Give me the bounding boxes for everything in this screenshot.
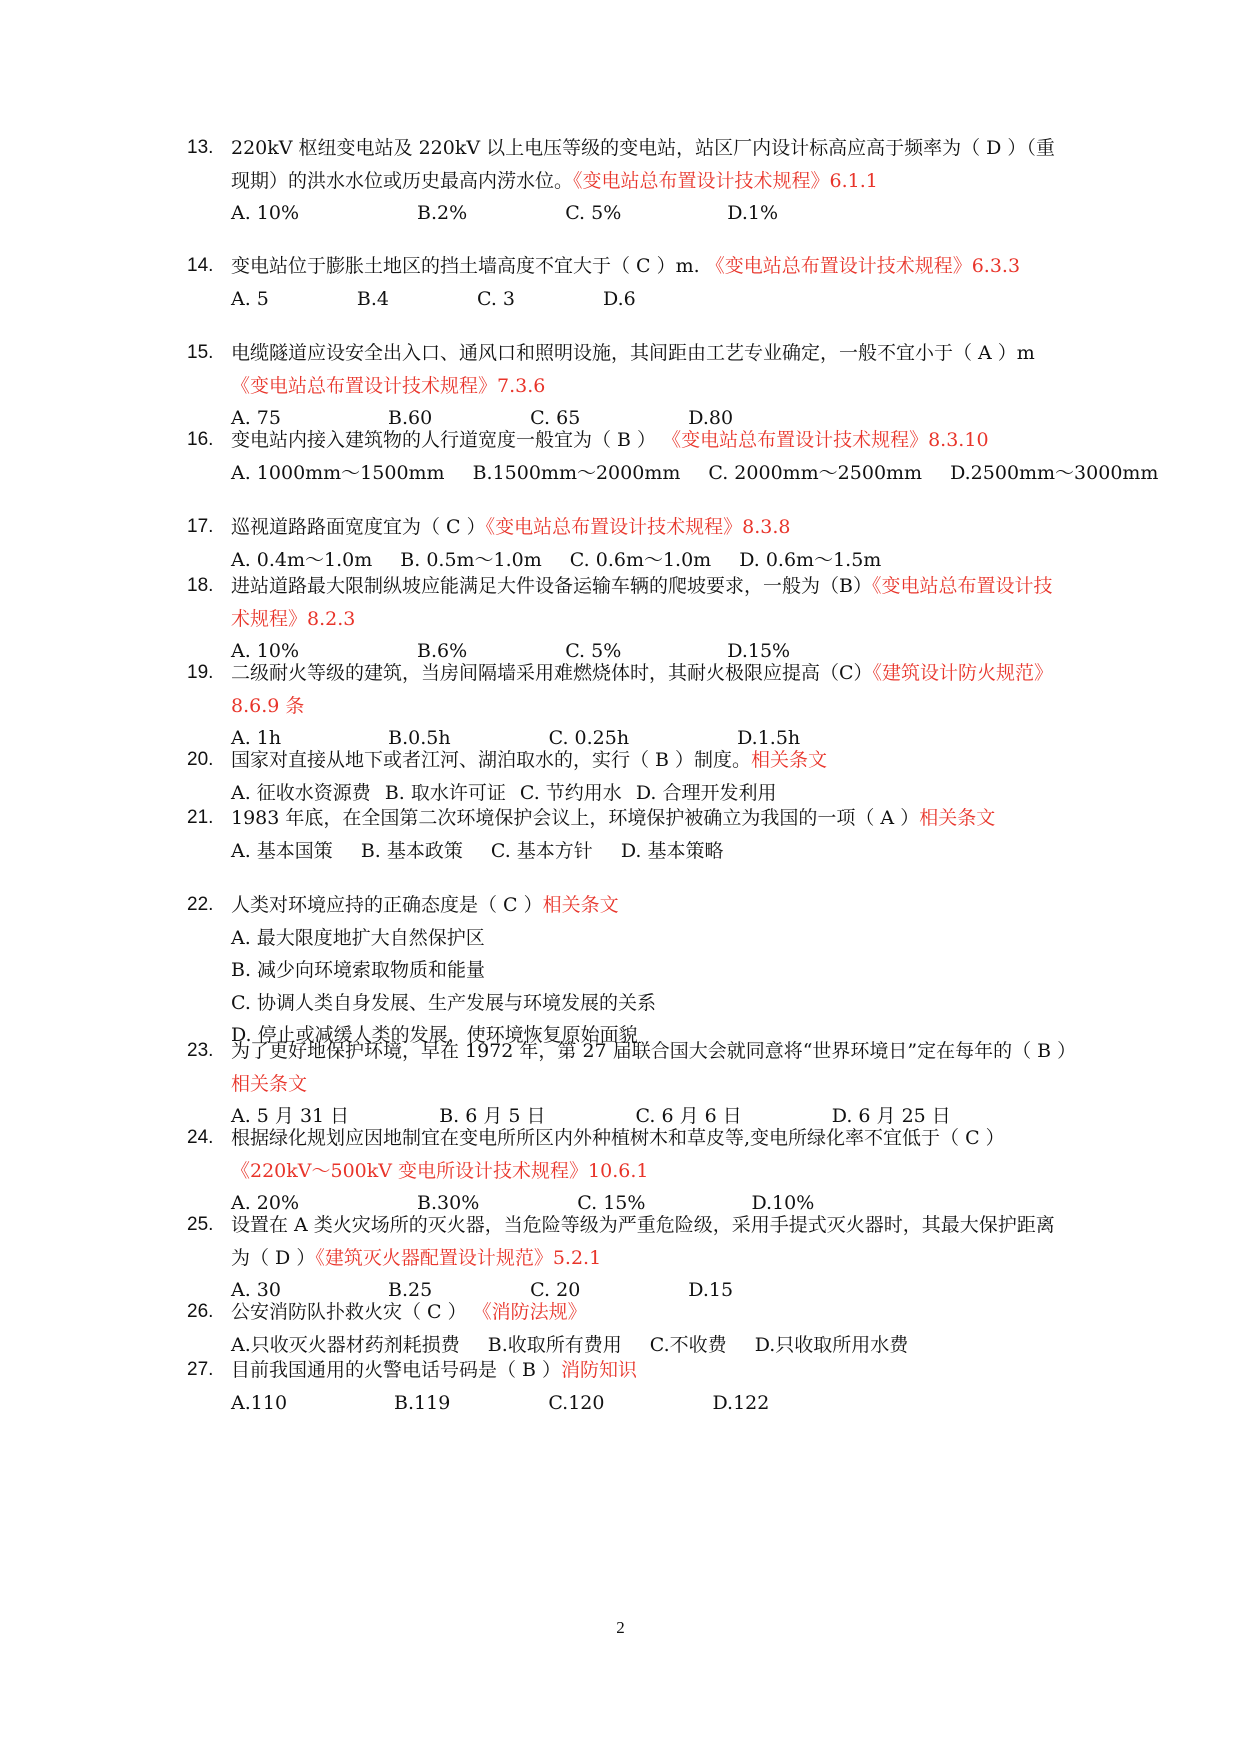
question-number: 25. — [187, 1214, 214, 1235]
question-number: 21. — [187, 807, 214, 828]
answer-option: A.只收灭火器材药剂耗损费 — [231, 1333, 460, 1356]
answer-option: A. 5 — [231, 287, 269, 310]
answer-option: B. 6 月 5 日 — [439, 1105, 546, 1127]
question-stem: 国家对直接从地下或者江河、湖泊取水的，实行（ B ）制度。 — [231, 749, 752, 771]
answer-option: D. 6 月 25 日 — [831, 1105, 951, 1127]
answer-option: A. 1h — [231, 727, 282, 749]
answer-option: C. 20 — [530, 1279, 581, 1301]
answer-option: C. 0.6m～1.0m — [569, 548, 712, 571]
answer-option: B. 基本政策 — [360, 839, 463, 862]
answer-option: D. 基本策略 — [620, 839, 724, 862]
question-15 — [187, 337, 1067, 435]
question-number: 23. — [187, 1040, 214, 1061]
answer-option: C. 65 — [530, 407, 581, 429]
reference-citation: 相关条文 — [542, 894, 619, 916]
question-stem: 进站道路最大限制纵坡应能满足大件设备运输车辆的爬坡要求，一般为（B） — [231, 575, 872, 597]
answer-option: B.0.5h — [388, 727, 451, 749]
answer-option: D.80 — [688, 407, 734, 429]
reference-citation: 《变电站总布置设计技术规程》8.3.8 — [485, 516, 791, 538]
answer-option: C. 2000mm～2500mm — [708, 461, 923, 484]
answer-option: A. 10% — [231, 202, 300, 224]
answer-option: A. 基本国策 — [231, 839, 333, 862]
reference-citation: 消防知识 — [561, 1359, 638, 1381]
answer-option: B. 减少向环境索取物质和能量 — [231, 959, 486, 981]
question-21 — [187, 802, 1067, 867]
question-text — [231, 424, 1067, 457]
reference-citation: 《变电站总布置设计技术规程》6.1.1 — [573, 169, 878, 192]
question-number: 14. — [187, 255, 214, 276]
question-stem: 二级耐火等级的建筑，当房间隔墙采用难燃烧体时，其耐火极限应提高（C） — [231, 662, 873, 684]
answer-option: A. 30 — [231, 1279, 281, 1301]
answer-option: B.30% — [417, 1192, 480, 1214]
question-17 — [187, 511, 1067, 576]
question-number: 19. — [187, 662, 214, 683]
answer-option: C. 5% — [565, 202, 622, 224]
question-stem: 目前我国通用的火警电话号码是（ B ） — [231, 1359, 562, 1381]
answer-options — [231, 835, 1067, 868]
question-16 — [187, 424, 1159, 489]
reference-citation: 《建筑灭火器配置设计规范》5.2.1 — [315, 1246, 602, 1269]
question-number: 13. — [187, 137, 214, 158]
answer-option: C. 15% — [577, 1192, 646, 1214]
question-text — [231, 1354, 1067, 1387]
answer-option: A. 5 月 31 日 — [231, 1105, 350, 1127]
question-text — [231, 657, 1067, 722]
question-13 — [187, 132, 1067, 230]
question-26 — [187, 1296, 1067, 1361]
answer-option: A. 10% — [231, 640, 300, 662]
question-number: 18. — [187, 575, 214, 596]
answer-option: A.110 — [231, 1391, 288, 1414]
answer-option: C. 节约用水 — [519, 781, 622, 804]
question-stem: 设置在 A 类火灾场所的灭火器，当危险等级为严重危险级，采用手提式灭火器时，其最大保护距离为（ D ） — [231, 1214, 1055, 1269]
answer-option: A. 0.4m～1.0m — [231, 548, 373, 571]
question-stem: 为了更好地保护环境，早在 1972 年，第 27 届联合国大会就同意将“世界环境日”定在每年的（ B ） — [231, 1040, 1077, 1062]
question-text — [231, 570, 1067, 635]
answer-options — [231, 197, 1067, 230]
answer-option: B. 0.5m～1.0m — [400, 548, 542, 571]
question-19 — [187, 657, 1067, 755]
question-text — [231, 744, 1067, 777]
reference-citation: 《220kV～500kV 变电所设计技术规程》10.6.1 — [231, 1159, 649, 1182]
question-number: 22. — [187, 894, 214, 915]
answer-option: A. 75 — [231, 407, 281, 429]
question-text — [231, 802, 1067, 835]
answer-option: D.6 — [603, 287, 636, 310]
question-22 — [187, 889, 1067, 1052]
reference-citation: 《变电站总布置设计技术规程》8.2.3 — [231, 575, 1053, 630]
question-20 — [187, 744, 1067, 809]
question-number: 26. — [187, 1301, 214, 1322]
question-stem: 电缆隧道应设安全出入口、通风口和照明设施，其间距由工艺专业确定，一般不宜小于（ A ）m — [231, 342, 1035, 364]
answer-option: D.1% — [727, 202, 779, 224]
question-number: 27. — [187, 1359, 214, 1380]
question-number: 17. — [187, 516, 214, 537]
question-text — [231, 511, 1067, 544]
answer-option: B.收取所有费用 — [487, 1333, 622, 1356]
answer-option: D. 合理开发利用 — [635, 781, 777, 804]
answer-option: C.120 — [548, 1391, 605, 1414]
answer-option: C. 6 月 6 日 — [635, 1105, 742, 1127]
answer-options — [231, 283, 1067, 316]
answer-option: C. 3 — [476, 287, 516, 310]
question-27 — [187, 1354, 1067, 1419]
reference-citation: 相关条文 — [919, 807, 996, 829]
answer-option: C. 5% — [565, 640, 622, 662]
answer-option: B.6% — [417, 640, 468, 662]
answer-option: D.1.5h — [737, 727, 801, 749]
answer-option: C. 0.25h — [548, 727, 630, 749]
answer-option: D. 停止或减缓人类的发展，使环境恢复原始面貌 — [231, 1024, 638, 1046]
answer-options — [231, 457, 1159, 490]
question-text — [231, 1296, 1067, 1329]
answer-option: D.15 — [688, 1279, 734, 1301]
question-25 — [187, 1209, 1067, 1307]
answer-option: B.60 — [387, 407, 433, 429]
reference-citation: 《消防法规》 — [472, 1301, 587, 1323]
answer-option: B.2% — [417, 202, 468, 224]
question-number: 20. — [187, 749, 214, 770]
answer-option: D. 0.6m～1.5m — [739, 548, 882, 571]
answer-option: B. 取水许可证 — [384, 781, 506, 804]
page-number: 2 — [616, 1618, 625, 1637]
answer-option: C. 协调人类自身发展、生产发展与环境发展的关系 — [231, 991, 656, 1014]
question-stem: 220kV 枢纽变电站及 220kV 以上电压等级的变电站，站区厂内设计标高应高于频率为（ D ）（重现期）的洪水水位或历史最高内涝水位。 — [231, 137, 1055, 192]
answer-option: A. 20% — [231, 1192, 300, 1214]
answer-option: B.119 — [394, 1391, 451, 1414]
question-stem: 变电站位于膨胀土地区的挡土墙高度不宜大于（ C ）m. — [231, 255, 706, 277]
question-stem: 巡视道路路面宽度宜为（ C ） — [231, 516, 486, 538]
reference-citation: 《变电站总布置设计技术规程》7.3.6 — [231, 374, 546, 397]
question-number: 24. — [187, 1127, 214, 1148]
answer-option: D.15% — [727, 640, 791, 662]
answer-option: B.1500mm～2000mm — [472, 461, 681, 484]
reference-citation: 《建筑设计防火规范》8.6.9 条 — [231, 662, 1054, 717]
question-number: 15. — [187, 342, 214, 363]
answer-option: D.只收取所用水费 — [754, 1333, 909, 1356]
question-stem: 1983 年底，在全国第二次环境保护会议上，环境保护被确立为我国的一项（ A ） — [231, 807, 920, 829]
question-number: 16. — [187, 429, 214, 450]
answer-option: A. 最大限度地扩大自然保护区 — [231, 926, 485, 949]
answer-option: B.4 — [356, 287, 389, 310]
reference-citation: 相关条文 — [751, 749, 828, 771]
reference-citation: 《变电站总布置设计技术规程》8.3.10 — [662, 429, 989, 451]
question-text — [231, 250, 1067, 283]
answer-option: A. 征收水资源费 — [231, 781, 371, 804]
question-24 — [187, 1122, 1067, 1220]
question-text — [231, 1122, 1067, 1187]
answer-option: D.2500mm～3000mm — [950, 461, 1159, 484]
answer-option: C.不收费 — [649, 1333, 727, 1356]
question-stem: 公安消防队扑救火灾（ C ） — [231, 1301, 473, 1323]
question-stem: 变电站内接入建筑物的人行道宽度一般宜为（ B ） — [231, 429, 663, 451]
question-text — [231, 337, 1067, 402]
reference-citation: 《变电站总布置设计技术规程》6.3.3 — [705, 255, 1021, 277]
answer-options — [231, 1387, 1067, 1420]
reference-citation: 相关条文 — [231, 1072, 308, 1095]
question-text — [231, 132, 1067, 197]
answer-option: D.122 — [712, 1391, 770, 1414]
question-text — [231, 889, 1067, 922]
question-text — [231, 1209, 1067, 1274]
question-18 — [187, 570, 1067, 668]
question-stem: 根据绿化规划应因地制宜在变电所所区内外种植树木和草皮等,变电所绿化率不宜低于（ C ） — [231, 1127, 1005, 1149]
question-14 — [187, 250, 1067, 315]
answer-option: C. 基本方针 — [490, 839, 593, 862]
answer-option: B.25 — [387, 1279, 433, 1301]
answer-option: A. 1000mm～1500mm — [231, 461, 445, 484]
answer-option: D.10% — [751, 1192, 815, 1214]
question-stem: 人类对环境应持的正确态度是（ C ） — [231, 894, 543, 916]
question-text — [231, 1035, 1077, 1100]
question-23 — [187, 1035, 1077, 1133]
